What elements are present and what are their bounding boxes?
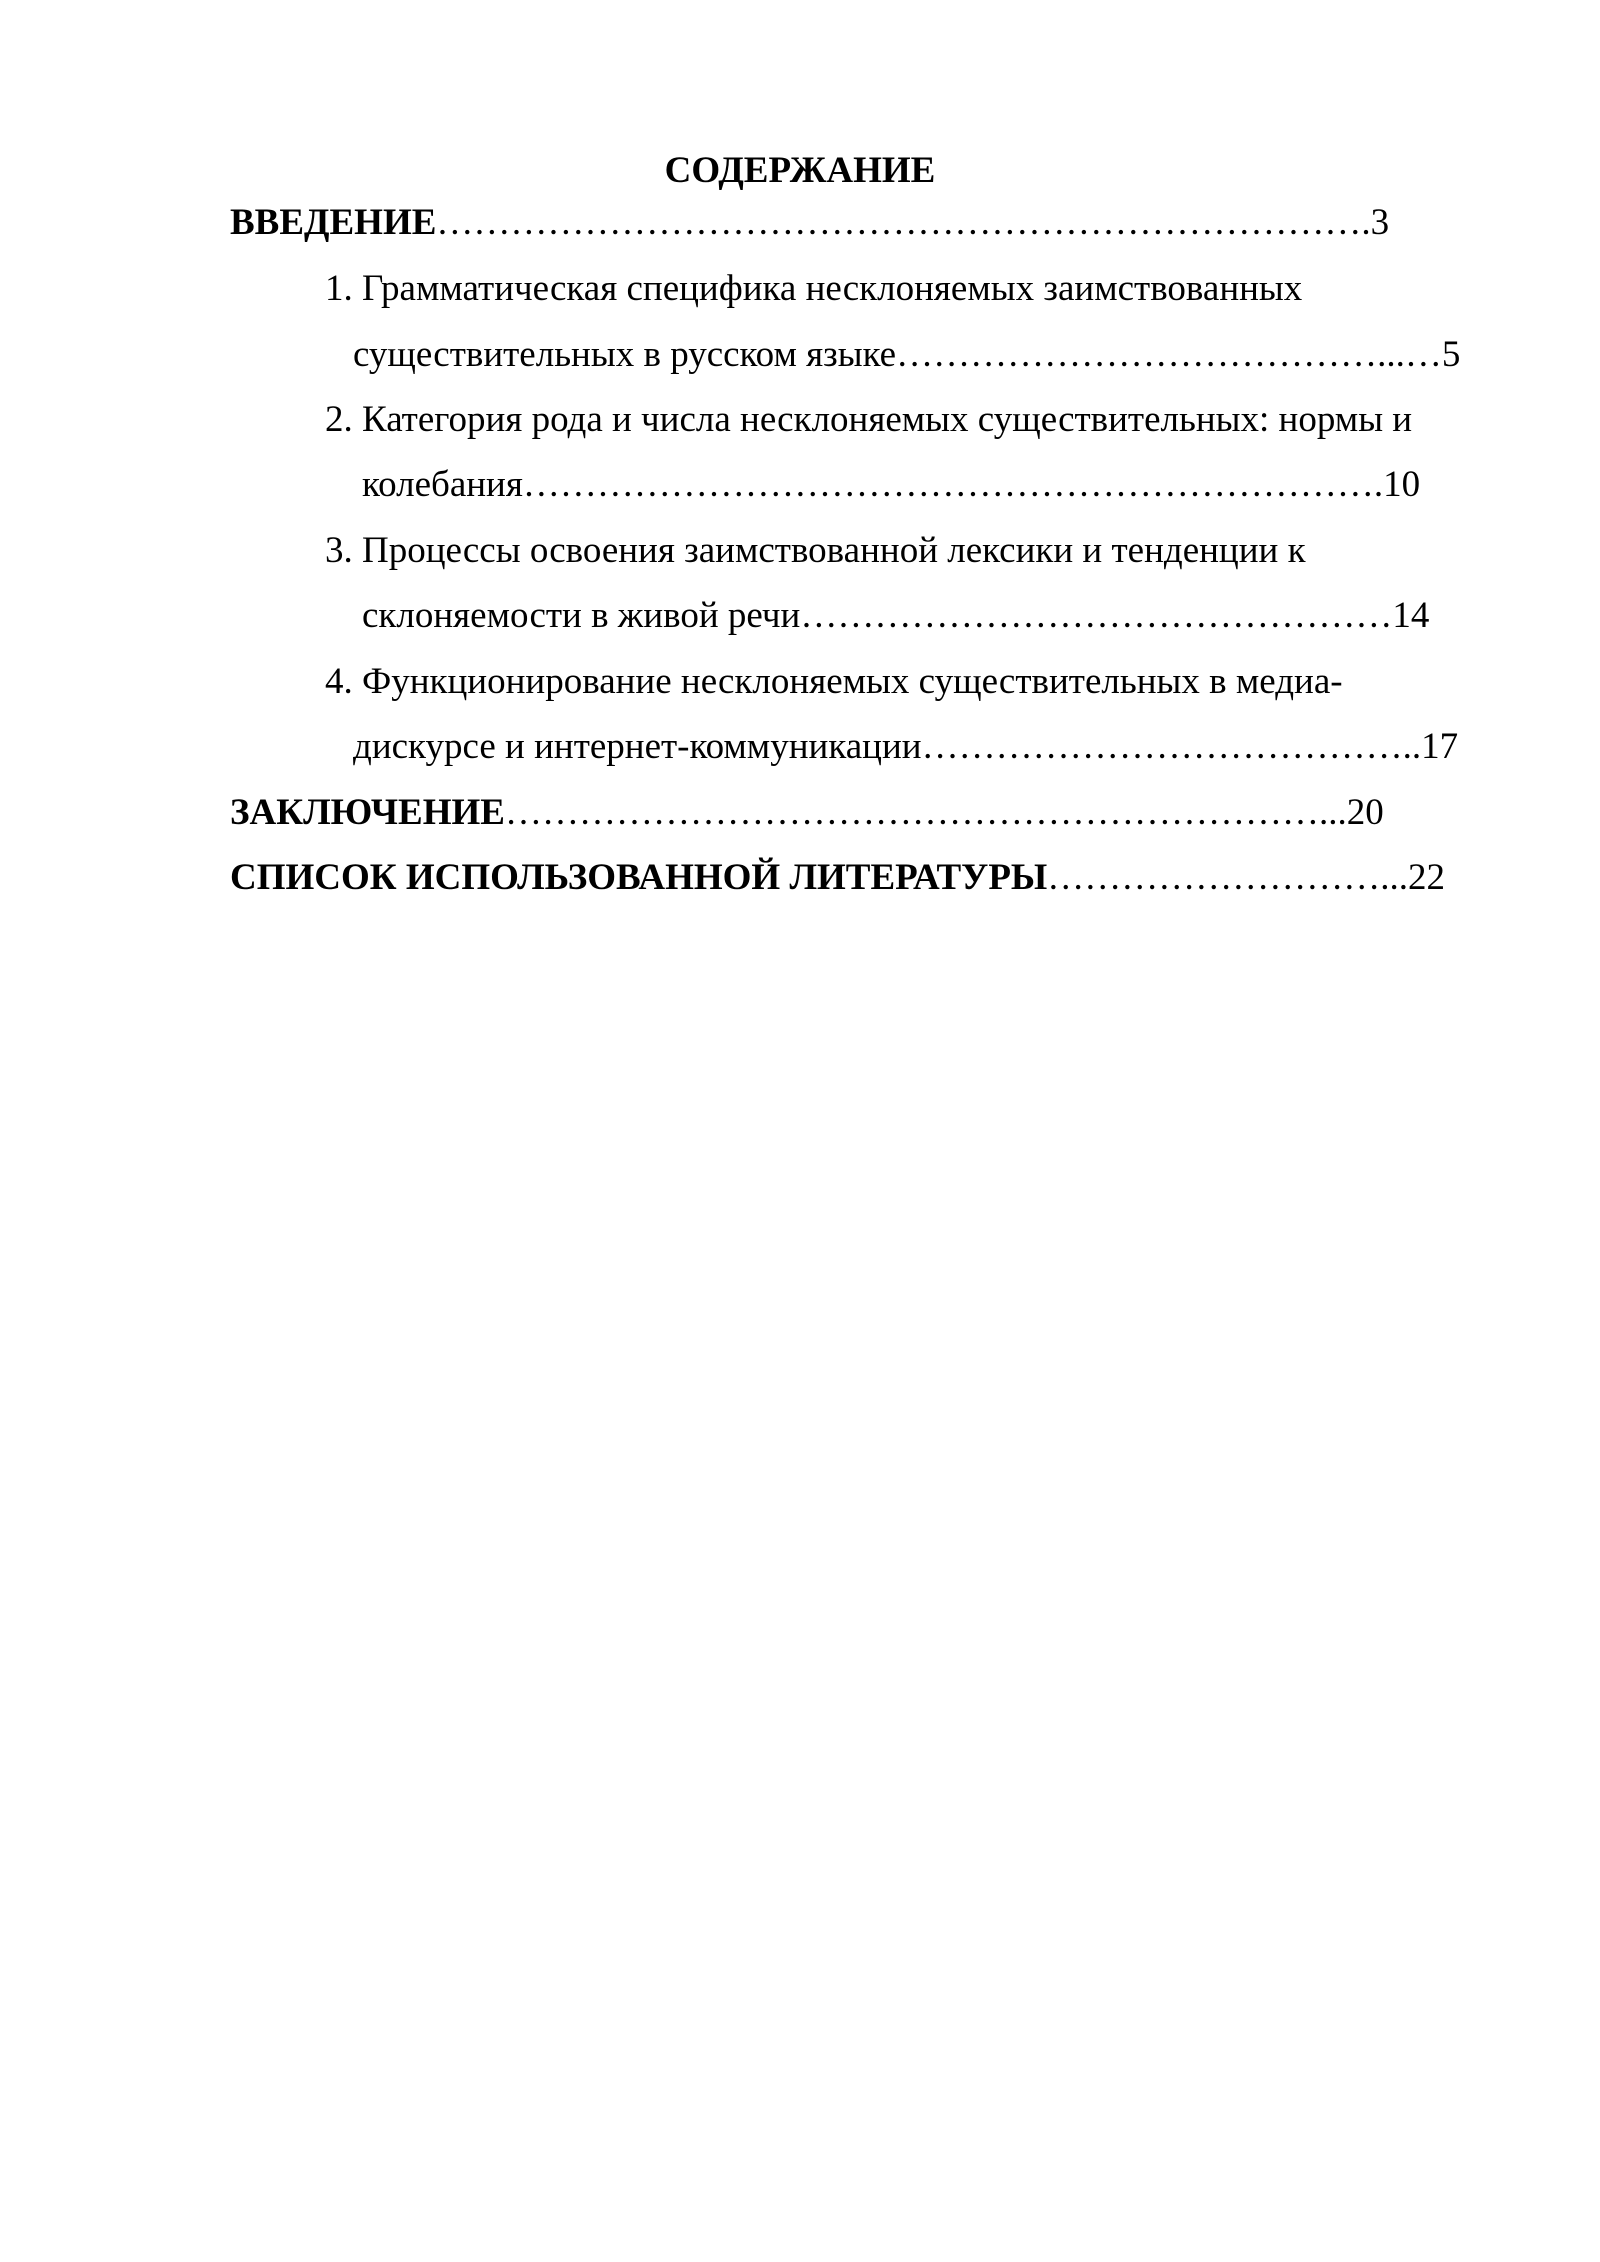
toc-leader: ……………………………………………………………. xyxy=(522,464,1384,505)
toc-entry-label: дискурсе и интернет-коммуникации xyxy=(353,726,922,767)
toc-page-number: 22 xyxy=(1408,857,1446,898)
toc-entry-chapter-2-line-2[interactable] xyxy=(362,462,1420,508)
toc-entry-chapter-4-line-2[interactable] xyxy=(353,724,1458,770)
toc-entry-label: колебания xyxy=(362,464,523,505)
toc-leader: ………………………………………… xyxy=(800,595,1393,636)
toc-title: СОДЕРЖАНИЕ xyxy=(664,150,936,191)
toc-leader: …………………………………...… xyxy=(896,334,1442,375)
toc-entry-label: ЗАКЛЮЧЕНИЕ xyxy=(230,792,505,833)
toc-leader: ………………………... xyxy=(1047,857,1409,898)
toc-page-number: 14 xyxy=(1392,595,1430,636)
toc-entry-label: 4. Функционирование несклоняемых существительных в медиа- xyxy=(325,661,1343,702)
toc-entry-chapter-3-line-1[interactable] xyxy=(325,528,1306,574)
toc-entry-label: существительных в русском языке xyxy=(353,334,897,375)
toc-page-number: 3 xyxy=(1370,202,1390,243)
toc-entry-chapter-4-line-1[interactable] xyxy=(325,659,1343,705)
toc-entry-label: 3. Процессы освоения заимствованной лексики и тенденции к xyxy=(325,530,1306,571)
toc-entry-label: СПИСОК ИСПОЛЬЗОВАННОЙ ЛИТЕРАТУРЫ xyxy=(230,857,1048,898)
toc-entry-introduction[interactable] xyxy=(230,200,1389,246)
toc-entry-label: ВВЕДЕНИЕ xyxy=(230,202,437,243)
toc-entry-chapter-3-line-2[interactable] xyxy=(362,593,1429,639)
toc-page-number: 17 xyxy=(1421,726,1459,767)
toc-entry-chapter-2-line-1[interactable] xyxy=(325,397,1412,443)
toc-page-number: 20 xyxy=(1346,792,1384,833)
toc-leader: ………………………………….. xyxy=(921,726,1422,767)
toc-entry-bibliography[interactable] xyxy=(230,855,1445,901)
toc-entry-conclusion[interactable] xyxy=(230,790,1384,836)
toc-page-number: 10 xyxy=(1383,464,1421,505)
toc-entry-chapter-1-line-1[interactable] xyxy=(325,266,1302,312)
toc-leader: …………………………………………………………... xyxy=(504,792,1347,833)
toc-entry-label: 2. Категория рода и числа несклоняемых существительных: нормы и xyxy=(325,399,1413,440)
toc-page-number: 5 xyxy=(1441,334,1461,375)
toc-entry-chapter-1-line-2[interactable] xyxy=(353,332,1460,378)
toc-leader: …………………………………………………………………. xyxy=(436,202,1371,243)
toc-entry-label: 1. Грамматическая специфика несклоняемых заимствованных xyxy=(325,268,1303,309)
toc-entry-label: склоняемости в живой речи xyxy=(362,595,801,636)
